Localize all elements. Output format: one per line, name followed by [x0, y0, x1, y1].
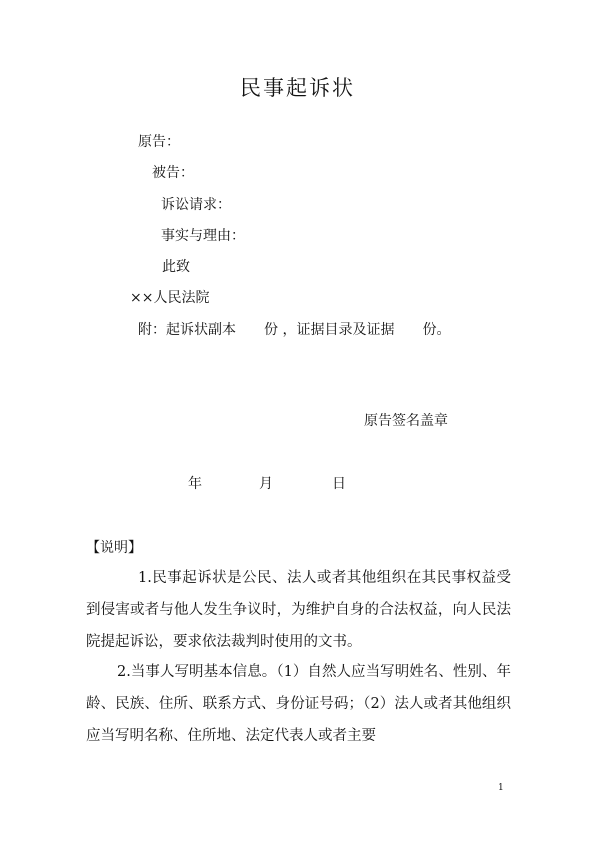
page-number: 1: [498, 783, 504, 793]
page-title: 民事起诉状: [240, 76, 355, 100]
explanation-heading: 【说明】: [86, 540, 142, 556]
court-name: ××人民法院: [130, 290, 210, 306]
defendant-label: 被告：: [152, 165, 194, 181]
date-year: 年: [188, 476, 202, 492]
signature-label: 原告签名盖章: [364, 413, 448, 429]
claims-label: 诉讼请求：: [161, 197, 231, 213]
attachment-line: 附：起诉状副本 份 ，证据目录及证据 份。: [138, 322, 451, 338]
facts-label: 事实与理由：: [161, 228, 245, 244]
closing-text: 此致: [162, 259, 190, 275]
date-day: 日: [332, 476, 346, 492]
explanation-item-2: 2.当事人写明基本信息。（1）自然人应当写明姓名、性别、年龄、民族、住所、联系方式、身份证号码；（2）法人或者其他组织应当写明名称、住所地、法定代表人或者主要: [86, 664, 511, 744]
plaintiff-label: 原告：: [138, 134, 180, 150]
explanation-item-1: 1.民事起诉状是公民、法人或者其他组织在其民事权益受到侵害或者与他人发生争议时，为维护自身的合法权益，向人民法院提起诉讼，要求依法裁判时使用的文书。: [86, 570, 511, 650]
date-month: 月: [259, 476, 273, 492]
